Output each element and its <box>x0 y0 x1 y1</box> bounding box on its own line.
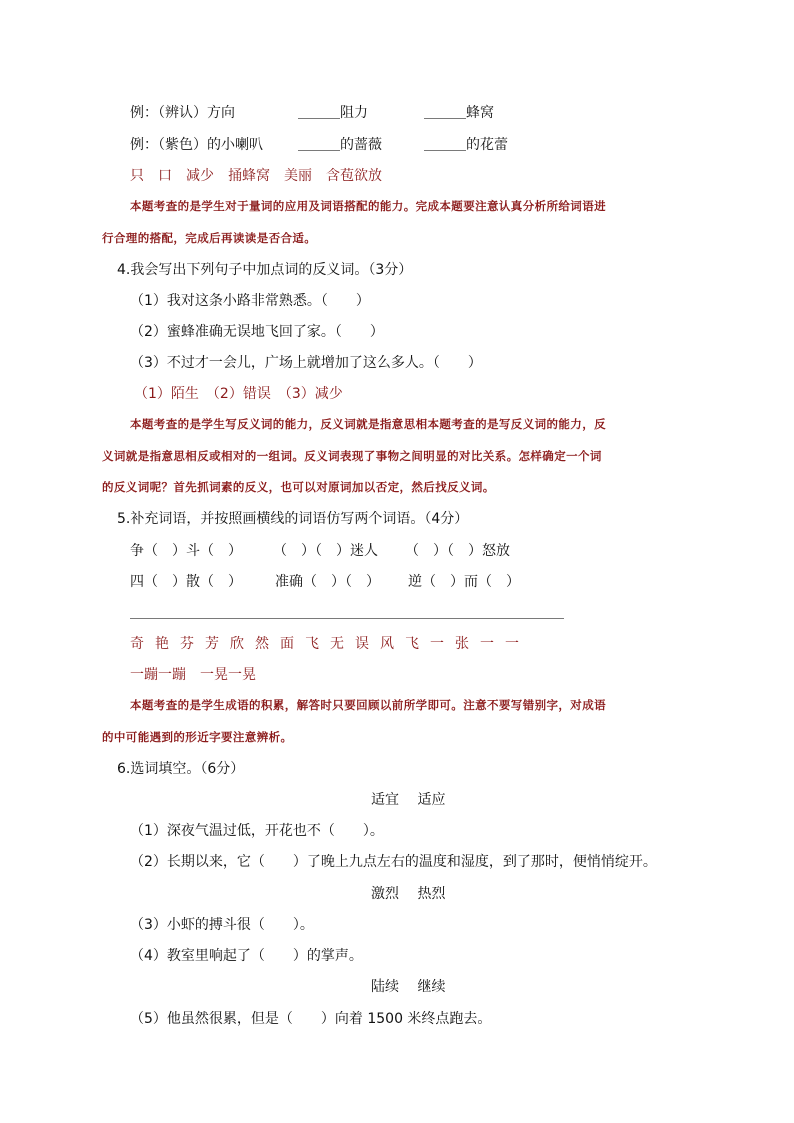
question-5-row-2-a: 四（ ）散（ ） <box>130 574 242 590</box>
question-4-item-3: （3）不过才一会儿，广场上就增加了这么多人。（ ） <box>130 355 482 371</box>
explanation-4-line-2: 义词就是指意思相反或相对的一组词。反义词表现了事物之间明显的对比关系。怎样确定一个词 <box>102 449 602 463</box>
example-row-1-c: ＿＿＿蜂窝 <box>424 105 494 121</box>
question-6-sentence-1: （1）深夜气温过低，开花也不（ ）。 <box>130 823 384 839</box>
question-5-row-2-b: 准确（ ）（ ） <box>275 574 380 590</box>
question-6-title: 6.选词填空。（6分） <box>117 761 245 777</box>
answer-4: （1）陌生 （2）错误 （3）减少 <box>134 386 343 402</box>
question-6-sentence-3: （3）小虾的搏斗很（ ）。 <box>130 917 314 933</box>
question-6-sentence-4: （4）教室里响起了（ ）的掌声。 <box>130 948 363 964</box>
answer-5-imitation: 一蹦一蹦 一晃一晃 <box>130 667 256 683</box>
word-pair-2: 激烈 热烈 <box>371 886 446 902</box>
question-5-row-1-b: （ ）（ ）迷人 <box>273 543 378 559</box>
question-5-answer-blank: ＿＿＿＿＿＿＿＿＿＿＿＿＿＿＿＿＿＿＿＿＿＿＿＿＿＿＿＿＿＿＿ <box>130 605 564 621</box>
explanation-4-line-3: 的反义词呢？首先抓词素的反义，也可以对原词加以否定，然后找反义词。 <box>102 480 495 494</box>
question-4-item-2: （2）蜜蜂准确无误地飞回了家。（ ） <box>130 324 384 340</box>
explanation-5-line-2: 的中可能遇到的形近字要注意辨析。 <box>102 730 293 744</box>
explanation-5-line-1: 本题考查的是学生成语的积累，解答时只要回顾以前所学即可。注意不要写错别字，对成语 <box>130 698 606 712</box>
explanation-3-line-1: 本题考查的是学生对于量词的应用及词语搭配的能力。完成本题要注意认真分析所给词语进 <box>130 199 606 213</box>
question-4-title: 4.我会写出下列句子中加点词的反义词。（3分） <box>117 262 413 278</box>
answer-3: 只 口 减少 捅蜂窝 美丽 含苞欲放 <box>130 168 382 184</box>
question-5-row-1-c: （ ）（ ）怒放 <box>405 543 510 559</box>
example-row-2-b: ＿＿＿的蔷薇 <box>298 137 382 153</box>
explanation-3-line-2: 行合理的搭配，完成后再读读是否合适。 <box>102 231 317 245</box>
word-pair-1: 适宜 适应 <box>371 792 446 808</box>
explanation-4-line-1: 本题考查的是学生写反义词的能力，反义词就是指意思相本题考查的是写反义词的能力，反 <box>130 417 606 431</box>
example-row-1-a: 例：（辨认）方向 <box>130 105 235 121</box>
example-row-2-c: ＿＿＿的花蕾 <box>424 137 508 153</box>
example-row-1-b: ＿＿＿阻力 <box>298 105 368 121</box>
question-5-row-1-a: 争（ ）斗（ ） <box>130 543 242 559</box>
example-row-2-a: 例：（紫色）的小喇叭 <box>130 137 263 153</box>
answer-5-words: 奇艳芬芳欣然面飞无误风飞一张一一 <box>130 636 530 652</box>
question-4-item-1: （1）我对这条小路非常熟悉。（ ） <box>130 293 370 309</box>
question-5-row-2-c: 逆（ ）而（ ） <box>408 574 520 590</box>
word-pair-3: 陆续 继续 <box>371 979 446 995</box>
question-6-sentence-5: （5）他虽然很累，但是（ ）向着 1500 米终点跑去。 <box>130 1011 492 1027</box>
question-6-sentence-2: （2）长期以来，它（ ）了晚上九点左右的温度和湿度，到了那时，便悄悄绽开。 <box>130 854 657 870</box>
question-5-title: 5.补充词语，并按照画横线的词语仿写两个词语。（4分） <box>117 511 469 527</box>
